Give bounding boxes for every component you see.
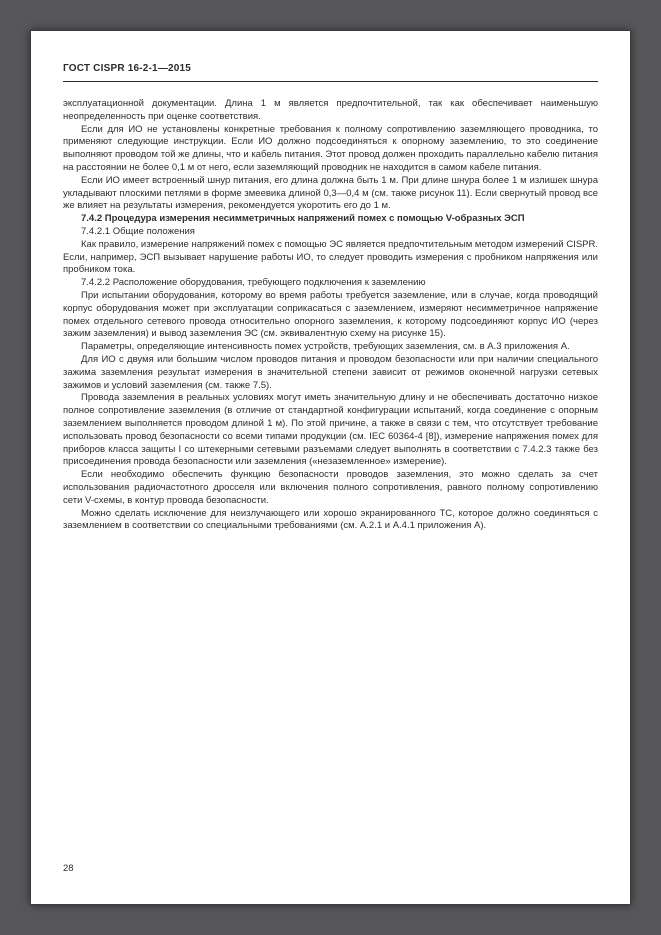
document-page xyxy=(30,30,631,905)
section-heading: 7.4.2 Процедура измерения несимметричных напряжений помех с помощью V-образных ЭСП xyxy=(81,213,525,225)
header-divider xyxy=(63,81,598,82)
document-title: ГОСТ CISPR 16-2-1—2015 xyxy=(63,63,192,74)
page-header xyxy=(63,58,598,82)
paragraph: эксплуатационной документации. Длина 1 м является предпочтительной, так как обеспечивает наименьшую неопределенность при оценке соответствия. xyxy=(63,98,598,122)
paragraph: Параметры, определяющие интенсивность помех устройств, требующих заземления, см. в А.3 приложения А. xyxy=(81,341,570,353)
document-body xyxy=(63,98,598,533)
paragraph: Если ИО имеет встроенный шнур питания, его длина должна быть 1 м. При длине шнура более 1 м излишек шнура укладывают плоскими петлями в форме змеевика длиной 0,3—0,4 м (см. также рисунок 11). Если свернутый провод все же влияет на результаты измерения, рекомендуется укоротить его до 1 м. xyxy=(63,174,598,212)
paragraph: Для ИО с двумя или большим числом проводов питания и проводом безопасности или при наличии специального зажима заземления результат измерения в значительной степени зависит от режимов оконечной нагрузки сетевых зажимов и условий заземления (см. также 7.5). xyxy=(63,353,598,391)
paragraph: Можно сделать исключение для неизлучающего или хорошо экранированного ТС, которое должно соединяться с заземлением в соответствии со специальными требованиями (см. А.2.1 и А.4.1 приложения А). xyxy=(63,507,598,532)
page-number: 28 xyxy=(63,863,74,874)
paragraph: Как правило, измерение напряжений помех с помощью ЭС является предпочтительным методом измерений CISPR. Если, например, ЭСП вызывает нарушение работы ИО, то следует проводить измерения с пробником напряжения или пробником тока. xyxy=(63,238,598,276)
paragraph: При испытании оборудования, которому во время работы требуется заземление, или в случае, когда проводящий корпус оборудования может при эксплуатации соприкасаться с заземлением, измеряют несимметричное напряжение помех отдельного сетевого провода относительно опорного заземления, к которому подсоединяют корпус ИО (через зажим заземления) и вывод заземления ЭС (см. эквивалентную схему на рисунке 15). xyxy=(63,289,598,340)
paragraph: Провода заземления в реальных условиях могут иметь значительную длину и не обеспечивать достаточно низкое полное сопротивление заземления (в отличие от стандартной конфигурации испытаний, когда соединение с опорным заземлением выполняется проводом длиной 1 м). По этой причине, а также в связи с тем, что отсутствует требование использовать провод безопасности со всеми типами продукции (см. IEC 60364-4 [8]), измерение напряжения помех для приборов класса защиты I со штекерными сетевыми разъемами следует выполнять в соответствии с 7.4.2.3 также без присоединения провода безопасности или заземления («незаземленное» измерение). xyxy=(63,392,598,468)
paragraph: 7.4.2.2 Расположение оборудования, требующего подключения к заземлению xyxy=(81,277,426,289)
paragraph: Если для ИО не установлены конкретные требования к полному сопротивлению заземляющего проводника, то применяют следующие инструкции. Если ИО должно подсоединяться к опорному заземлению, то это соединение выполняют проводом той же длины, что и кабель питания. Этот провод должен проходить параллельно кабелю питания на расстоянии не более 0,1 м от него, если заземляющий проводник не находится в самом кабеле питания. xyxy=(63,123,598,173)
paragraph: Если необходимо обеспечить функцию безопасности проводов заземления, это можно сделать за счет использования радиочастотного дросселя или включения полного сопротивления, равного полному сопротивлению сети V-схемы, в контур провода безопасности. xyxy=(63,469,598,506)
paragraph: 7.4.2.1 Общие положения xyxy=(81,225,195,237)
